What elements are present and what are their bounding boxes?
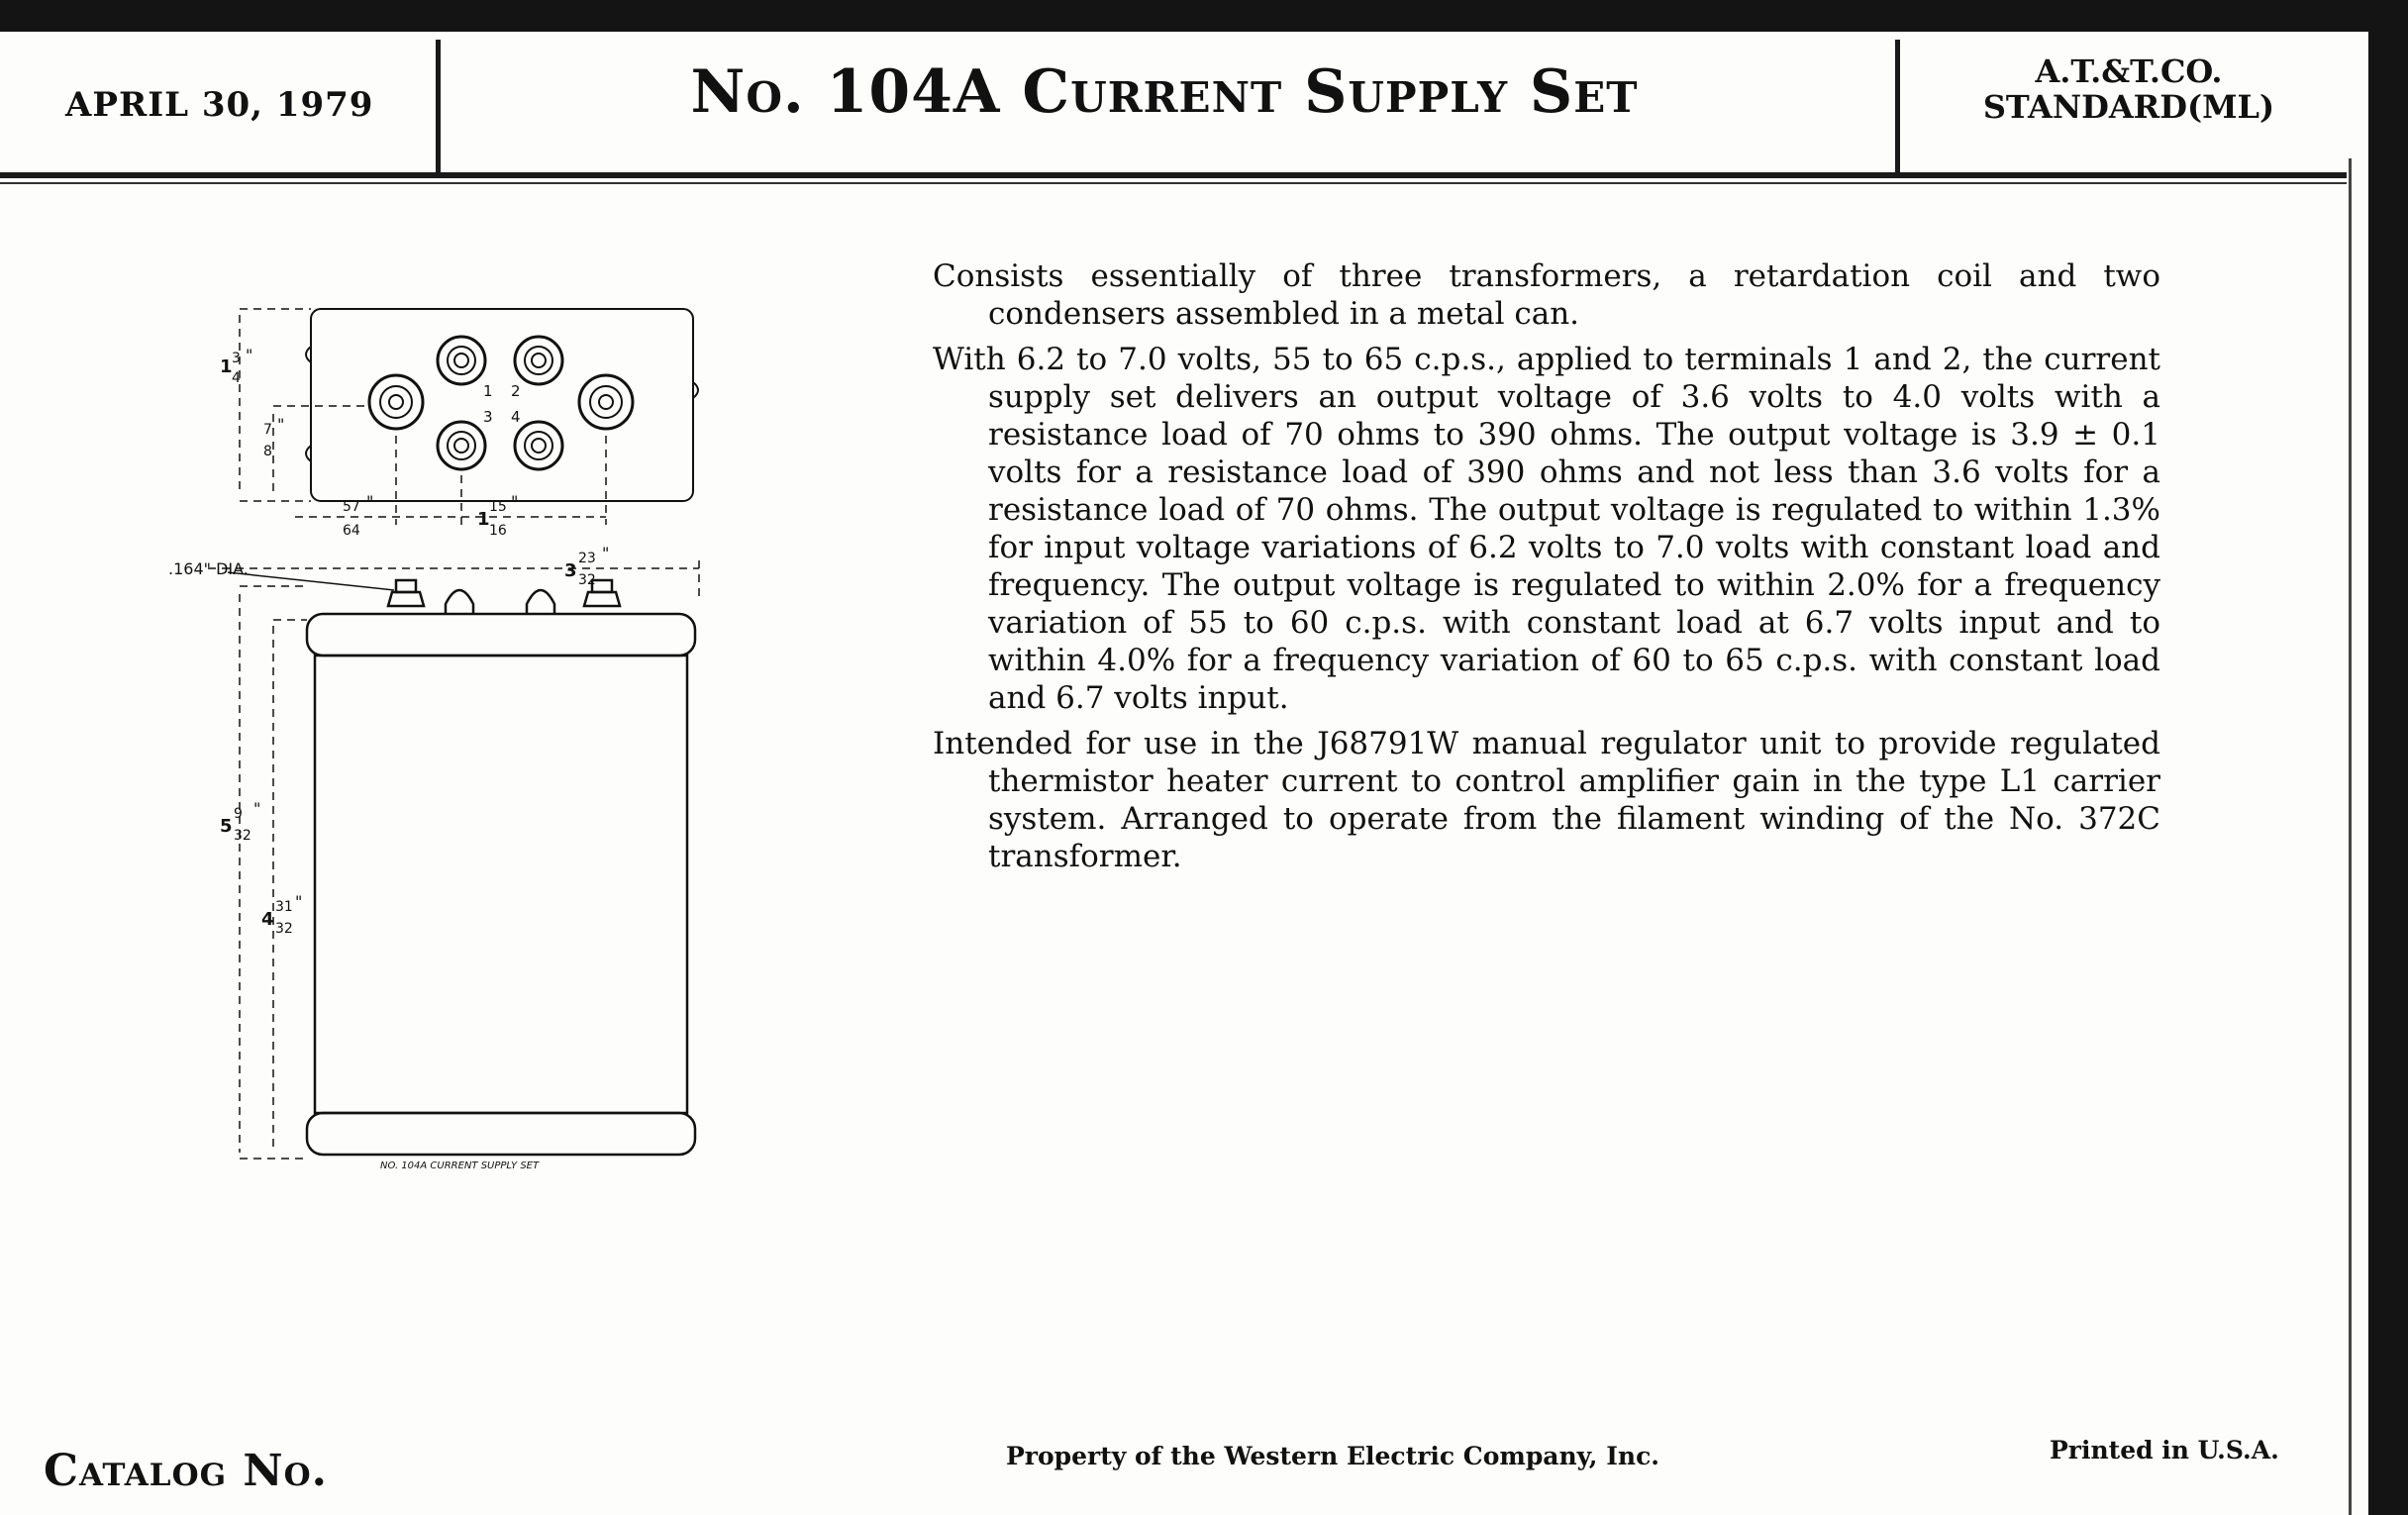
- side-terminal-left: [388, 580, 424, 606]
- terminal-label-3: 3: [483, 408, 493, 426]
- dim-width-den: 32: [578, 572, 596, 588]
- terminal-post-2: [515, 337, 562, 384]
- side-terminal-mid-left: [446, 590, 473, 614]
- inch-mark-1: ": [246, 346, 253, 364]
- mounting-stud-left: [369, 375, 423, 429]
- mounting-stud-right: [579, 375, 633, 429]
- dim-width-whole: 3: [564, 560, 577, 581]
- card-right-edge: [2349, 158, 2352, 1515]
- dimension-lines: [208, 309, 699, 1159]
- dim-top-height-whole: 1: [220, 356, 233, 377]
- hole-leader: [228, 572, 394, 590]
- issue-date: APRIL 30, 1979: [65, 85, 374, 125]
- can-body: [315, 656, 687, 1113]
- can-label: NO. 104A CURRENT SUPPLY SET: [380, 1161, 540, 1171]
- side-terminal-mid-right: [527, 590, 554, 614]
- terminal-label-1: 1: [483, 382, 493, 400]
- dim-terminal-num: 7: [263, 422, 272, 438]
- standard-mark: [1941, 53, 2317, 125]
- inch-mark-2: ": [277, 415, 285, 434]
- dim-overall-whole: 5: [220, 816, 233, 837]
- terminal-post-1: [438, 337, 485, 384]
- description: [933, 257, 2160, 883]
- header-divider-right: [1895, 40, 1900, 174]
- dim-spacing1-num: 57: [343, 499, 360, 515]
- description-paragraph: With 6.2 to 7.0 volts, 55 to 65 c.p.s., applied to terminals 1 and 2, the current supply set delivers an output voltage of 3.6 volts to 4.0 volts with a resistance load of 70 ohms to 390 ohms. The output voltage is 3.9 ± 0.1 volts for a resistance load of 390 ohms and not less than 3.6 volts for a resistance load of 70 ohms. The output voltage is regulated to within 1.3% for input voltage variations of 6.2 volts to 7.0 volts with constant load and frequency. The output voltage is regulated to within 2.0% for a frequency variation of 55 to 60 c.p.s. with constant load at 6.7 volts input and to within 4.0% for a frequency variation of 60 to 65 c.p.s. with constant load and 6.7 volts input.: [933, 342, 2160, 716]
- terminal-label-4: 4: [511, 408, 521, 426]
- terminal-label-2: 2: [511, 382, 521, 400]
- property-notice: Property of the Western Electric Company, Inc.: [1006, 1442, 1660, 1470]
- dim-can-whole: 4: [261, 909, 274, 930]
- dim-can-den: 32: [275, 921, 293, 937]
- dim-spacing2-den: 16: [489, 523, 507, 539]
- header-divider-left: [436, 40, 441, 174]
- inch-mark-3: ": [366, 492, 374, 511]
- standard-code: STANDARD(ML): [1982, 88, 2275, 126]
- terminal-post-3: [438, 422, 485, 469]
- dim-width-num: 23: [578, 551, 596, 566]
- header-rule: [0, 172, 2347, 178]
- dim-spacing1-den: 64: [343, 523, 360, 539]
- scan-border-right: [2368, 0, 2408, 1515]
- inch-mark-4: ": [511, 492, 519, 511]
- description-paragraph: Intended for use in the J68791W manual regulator unit to provide regulated thermistor heater current to control amplifier gain in the type L1 carrier system. Arranged to operate from the filament winding of the No. 372C transformer.: [933, 726, 2160, 874]
- dim-hole-diameter: .164" DIA.: [168, 559, 249, 578]
- dim-can-num: 31: [275, 899, 293, 915]
- terminal-post-4: [515, 422, 562, 469]
- dim-top-height-den: 4: [232, 370, 241, 386]
- description-paragraph: Consists essentially of three transformers, a retardation coil and two condensers assembled in a metal can.: [933, 258, 2160, 332]
- catalog-number-label: Catalog No.: [44, 1446, 328, 1496]
- inch-mark-7: ": [295, 892, 303, 911]
- can-top-rim: [307, 614, 695, 656]
- dim-spacing2-num: 15: [489, 499, 507, 515]
- standard-company: A.T.&T.CO.: [2035, 52, 2223, 90]
- page-title: No. 104A Current Supply Set: [690, 57, 1639, 127]
- header-rule-thin: [0, 182, 2347, 184]
- dimension-drawing: [168, 287, 723, 1178]
- dim-overall-den: 32: [234, 828, 251, 844]
- inch-mark-6: ": [253, 799, 261, 818]
- dim-overall-num: 9: [234, 806, 243, 822]
- dim-terminal-den: 8: [263, 444, 272, 459]
- printed-in: Printed in U.S.A.: [2050, 1436, 2279, 1464]
- inch-mark-5: ": [602, 544, 610, 562]
- scan-border-top: [0, 0, 2408, 32]
- dim-top-height-num: 3: [232, 351, 241, 366]
- can-bottom-rim: [307, 1113, 695, 1155]
- dim-spacing2-whole: 1: [477, 509, 490, 530]
